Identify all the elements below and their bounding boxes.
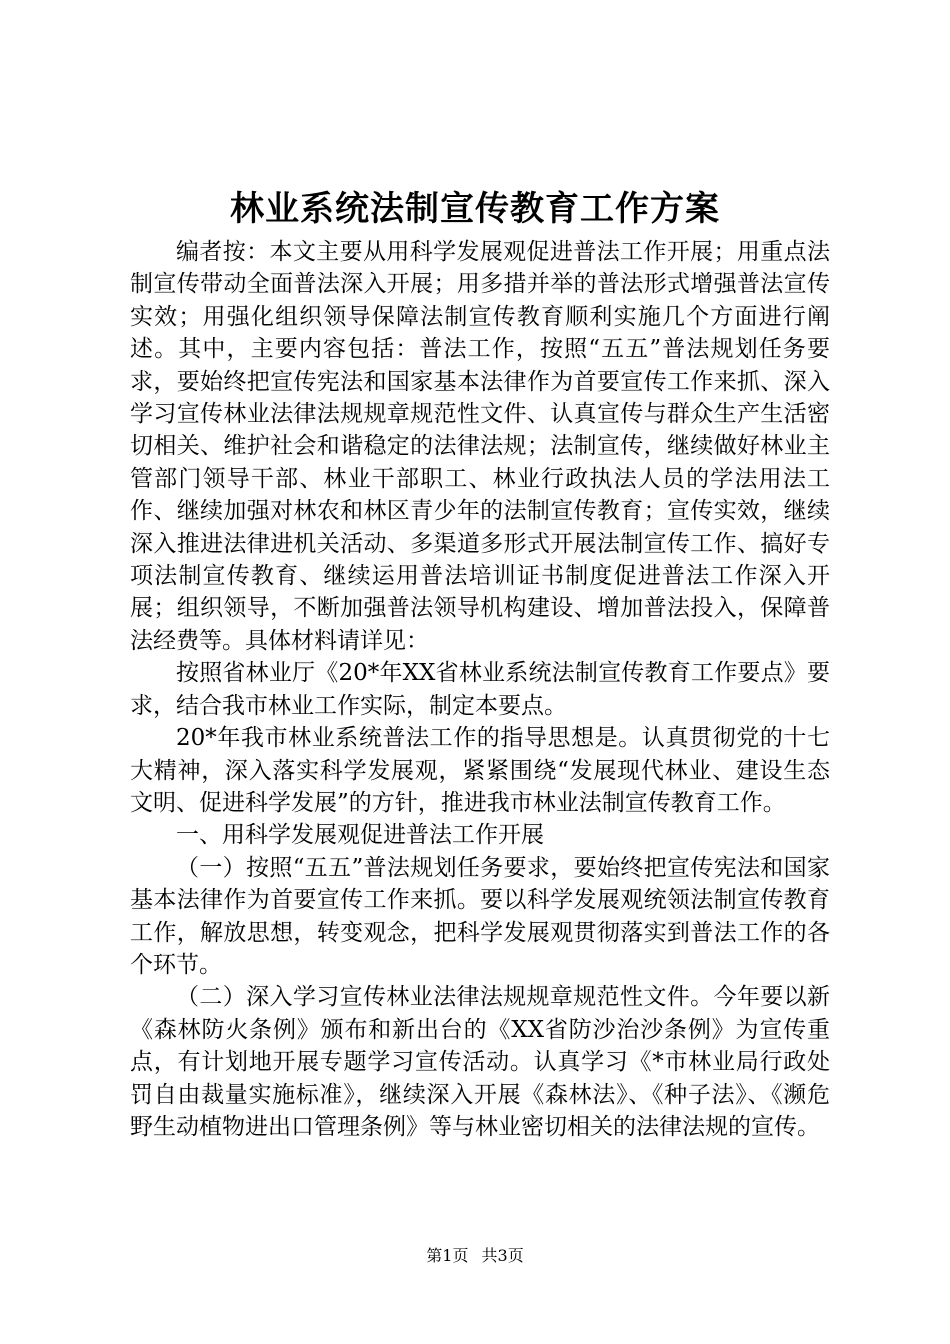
- total-pages: 共3页: [481, 1246, 524, 1265]
- document-title: 林业系统法制宣传教育工作方案: [230, 189, 720, 229]
- body-paragraph: （一）按照“五五”普法规划任务要求，要始终把宣传宪法和国家基本法律作为首要宣传工作来抓。要以科学发展观统领法制宣传教育工作，解放思想，转变观念，把科学发展观贯彻落实到普法工作的各个环节。: [130, 854, 830, 978]
- page-footer: [0, 1245, 950, 1267]
- page-number: 第1页: [426, 1246, 469, 1265]
- body-paragraph: （二）深入学习宣传林业法律法规规章规范性文件。今年要以新《森林防火条例》颁布和新出台的《XX省防沙治沙条例》为宣传重点，有计划地开展专题学习宣传活动。认真学习《*市林业局行政处罚自由裁量实施标准》，继续深入开展《森林法》、《种子法》、《濒危野生动植物进出口管理条例》等与林业密切相关的法律法规的宣传。: [130, 984, 830, 1140]
- body-paragraph: 按照省林业厅《20*年XX省林业系统法制宣传教育工作要点》要求，结合我市林业工作实际，制定本要点。: [130, 660, 830, 719]
- editor-note-paragraph: 编者按：本文主要从用科学发展观促进普法工作开展；用重点法制宣传带动全面普法深入开展；用多措并举的普法形式增强普法宣传实效；用强化组织领导保障法制宣传教育顺利实施几个方面进行阐述。其中，主要内容包括：普法工作，按照“五五”普法规划任务要求，要始终把宣传宪法和国家基本法律作为首要宣传工作来抓、深入学习宣传林业法律法规规章规范性文件、认真宣传与群众生产生活密切相关、维护社会和谐稳定的法律法规；法制宣传，继续做好林业主管部门领导干部、林业干部职工、林业行政执法人员的学法用法工作、继续加强对林农和林区青少年的法制宣传教育；宣传实效，继续深入推进法律进机关活动、多渠道多形式开展法制宣传工作、搞好专项法制宣传教育、继续运用普法培训证书制度促进普法工作深入开展；组织领导，不断加强普法领导机构建设、增加普法投入，保障普法经费等。具体材料请详见：: [130, 239, 830, 654]
- body-paragraph: 20*年我市林业系统普法工作的指导思想是。认真贯彻党的十七大精神，深入落实科学发展观，紧紧围绕“发展现代林业、建设生态文明、促进科学发展”的方针，推进我市林业法制宣传教育工作。: [130, 725, 830, 816]
- section-heading: 一、用科学发展观促进普法工作开展: [176, 822, 544, 849]
- document-body: [130, 236, 830, 1143]
